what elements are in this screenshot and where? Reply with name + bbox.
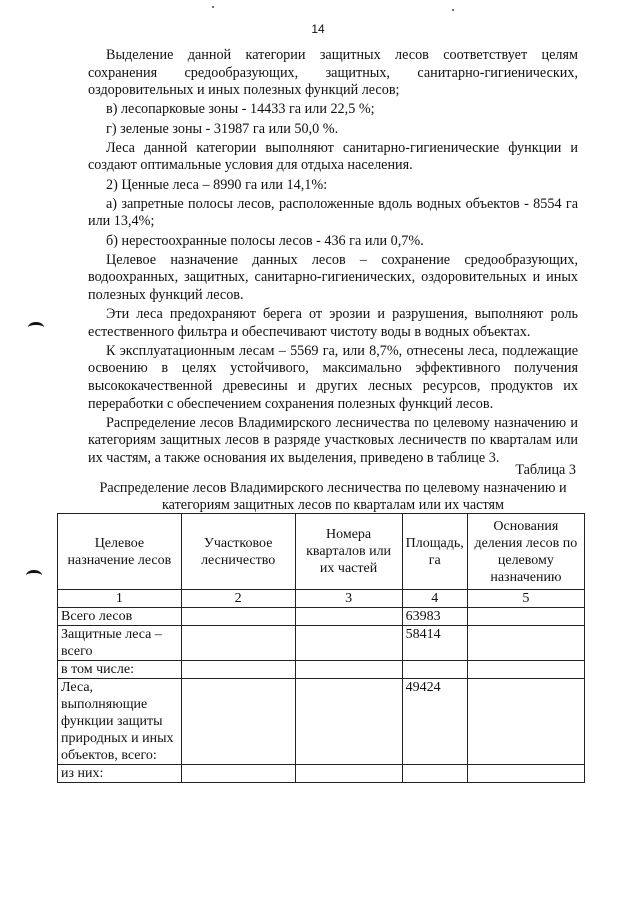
table-cell (181, 679, 295, 765)
column-number: 4 (402, 590, 467, 608)
table-cell: 58414 (402, 626, 467, 661)
table-cell (181, 608, 295, 626)
table-row (58, 661, 585, 679)
table-cell: Леса, выполняющие функции защиты природных и иных объектов, всего: (58, 679, 182, 765)
column-number: 1 (58, 590, 182, 608)
table-cell: в том числе: (58, 661, 182, 679)
table-cell (295, 765, 402, 783)
table-cell (402, 661, 467, 679)
table-cell (295, 679, 402, 765)
table-cell: Всего лесов (58, 608, 182, 626)
paragraph: Распределение лесов Владимирского лесничества по целевому назначению и категориям защитных лесов в разряде участковых лесничеств по кварталам или их частям, а также основания их выделения, приведено в таблице 3. (88, 414, 578, 466)
column-number: 3 (295, 590, 402, 608)
paragraph: г) зеленые зоны - 31987 га или 50,0 %. (106, 120, 339, 137)
table-row (58, 626, 585, 661)
table-cell (181, 626, 295, 661)
scan-speck (212, 6, 214, 8)
table-cell (295, 626, 402, 661)
paragraph: Эти леса предохраняют берега от эрозии и разрушения, выполняют роль естественного фильтра и обеспечивают чистоту воды в водных объектах. (88, 306, 578, 340)
header-district: Участковое лесничество (181, 514, 295, 590)
paragraph: б) нерестоохранные полосы лесов - 436 га или 0,7%. (106, 232, 424, 249)
header-basis: Основания деления лесов по целевому назначению (467, 514, 584, 590)
table-header-row (58, 514, 585, 590)
paragraph: К эксплуатационным лесам – 5569 га, или 8,7%, отнесены леса, подлежащие освоению в целях устойчивого, максимально эффективного получения высококачественной древесины и других лесных ресурсов, продуктов их переработки с обеспечением сохранения полезных функций лесов. (88, 342, 578, 412)
table-cell (402, 765, 467, 783)
paragraph: 2) Ценные леса – 8990 га или 14,1%: (106, 176, 328, 193)
table-cell (467, 679, 584, 765)
table-cell (467, 608, 584, 626)
table-cell (295, 661, 402, 679)
header-area: Площадь, га (402, 514, 467, 590)
table-cell (295, 608, 402, 626)
table-label: Таблица 3 (515, 462, 576, 478)
table-cell: 63983 (402, 608, 467, 626)
table-cell: из них: (58, 765, 182, 783)
table-row (58, 679, 585, 765)
table-cell: Защитные леса – всего (58, 626, 182, 661)
body-text (88, 47, 578, 468)
forest-distribution-table (57, 513, 585, 783)
table-cell (181, 661, 295, 679)
paragraph: Леса данной категории выполняют санитарно-гигиенические функции и создают оптимальные условия для отдыха населения. (88, 139, 578, 174)
scan-mark-icon (28, 322, 44, 333)
table-cell (467, 661, 584, 679)
table-cell (467, 626, 584, 661)
page-number: 14 (311, 22, 325, 36)
column-number: 5 (467, 590, 584, 608)
scan-mark-icon (26, 570, 42, 581)
table-row (58, 765, 585, 783)
scan-speck (452, 9, 454, 11)
table-cell: 49424 (402, 679, 467, 765)
header-quarters: Номера кварталов или их частей (295, 514, 402, 590)
column-number-row (58, 590, 585, 608)
paragraph: Выделение данной категории защитных лесов соответствует целям сохранения средообразующих, защитных, санитарно-гигиенических, оздоровительных и иных полезных функций лесов; (88, 47, 578, 99)
header-purpose: Целевое назначение лесов (58, 514, 182, 590)
column-number: 2 (181, 590, 295, 608)
table-cell (181, 765, 295, 783)
table-cell (467, 765, 584, 783)
paragraph: а) запретные полосы лесов, расположенные вдоль водных объектов - 8554 га или 13,4%; (88, 195, 578, 230)
paragraph: Целевое назначение данных лесов – сохранение средообразующих, водоохранных, защитных, санитарно-гигиенических, оздоровительных и иных полезных функций лесов. (88, 251, 578, 303)
table-row (58, 608, 585, 626)
paragraph: в) лесопарковые зоны - 14433 га или 22,5 %; (106, 101, 375, 118)
table-title: Распределение лесов Владимирского лесничества по целевому назначению и категориям защитных лесов по кварталам или их частям (99, 480, 567, 513)
